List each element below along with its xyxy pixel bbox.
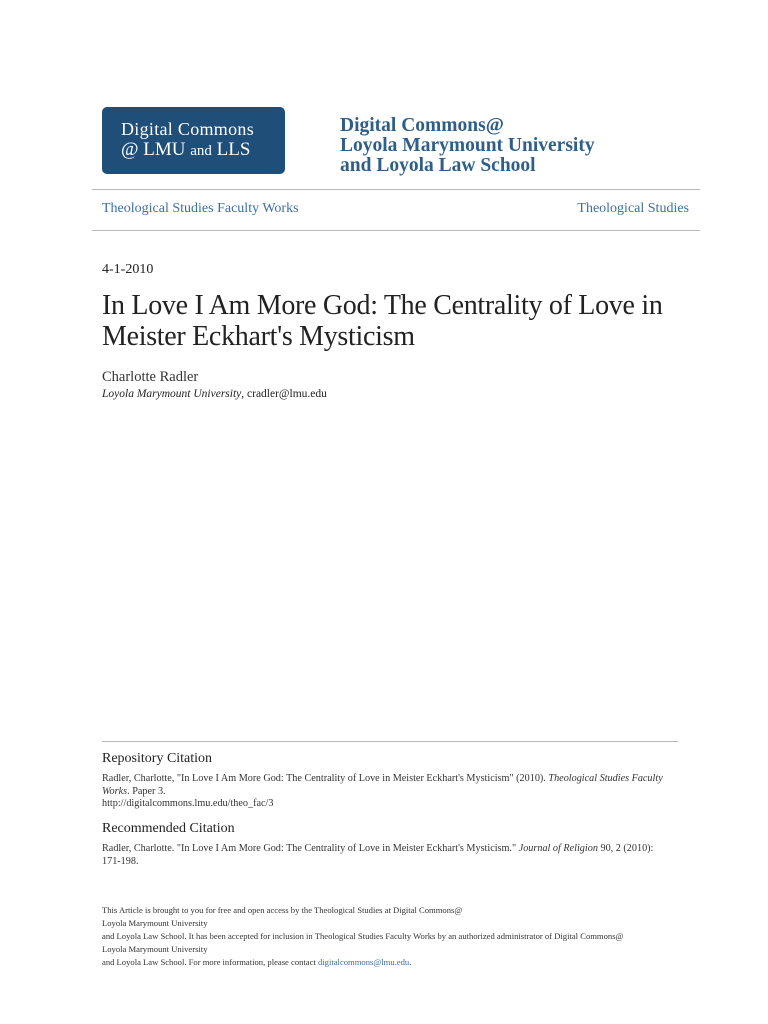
footer-line4: Loyola Marymount University	[102, 944, 208, 954]
author-affiliation	[102, 388, 327, 400]
article-title	[102, 290, 702, 352]
footer-line3: and Loyola Law School. It has been accepted for inclusion in Theological Studies Faculty Works by an authorized administrator of Digital Commons@	[102, 931, 624, 941]
access-statement	[102, 904, 702, 969]
repository-title-line1: Digital Commons@	[340, 115, 504, 136]
logo-text-line1: Digital Commons	[121, 119, 255, 139]
repository-citation-series1: Theological Studies Faculty	[548, 773, 663, 784]
repository-title-line3: and Loyola Law School	[340, 155, 536, 176]
department-link[interactable]: Theological Studies	[577, 201, 689, 216]
repository-citation-text	[102, 773, 672, 811]
logo-text-and: and	[190, 143, 212, 159]
collection-link[interactable]: Theological Studies Faculty Works	[102, 201, 299, 216]
recommended-citation-heading: Recommended Citation	[102, 821, 235, 836]
repository-citation-part2: . Paper 3.	[127, 785, 166, 797]
footer-line2: Loyola Marymount University	[102, 918, 208, 928]
footer-line5-text: and Loyola Law School. For more information, please contact	[102, 957, 318, 967]
repository-title[interactable]	[340, 116, 595, 176]
digital-commons-logo[interactable]	[102, 107, 285, 174]
footer-line5	[102, 956, 702, 969]
article-title-line1: In Love I Am More God: The Centrality of Love in	[102, 290, 663, 321]
recommended-citation-pages: 171-198.	[102, 855, 139, 867]
logo-text-line2	[121, 139, 285, 162]
logo-text-lls: LLS	[211, 139, 251, 160]
repository-citation-url[interactable]: http://digitalcommons.lmu.edu/theo_fac/3	[102, 798, 274, 809]
repository-citation-part1: Radler, Charlotte, "In Love I Am More God: The Centrality of Love in Meister Eckhart's Mysticism" (2010).	[102, 773, 549, 784]
author-email: , cradler@lmu.edu	[241, 388, 327, 400]
contact-email-link[interactable]: digitalcommons@lmu.edu	[317, 957, 410, 967]
recommended-citation-part1: Radler, Charlotte. "In Love I Am More God: The Centrality of Love in Meister Eckhart's Mysticism."	[102, 843, 519, 854]
article-title-line2: Meister Eckhart's Mysticism	[102, 321, 415, 352]
footer-line5-end: .	[409, 957, 412, 967]
repository-title-line2: Loyola Marymount University	[340, 135, 595, 156]
logo-text-lmu: @ LMU	[121, 139, 191, 160]
citation-divider	[102, 741, 678, 742]
author-name: Charlotte Radler	[102, 369, 199, 385]
recommended-citation-text	[102, 843, 672, 868]
affiliation-name: Loyola Marymount University	[102, 388, 242, 400]
publication-date: 4-1-2010	[102, 262, 154, 277]
repository-citation-series2: Works	[102, 785, 128, 797]
header-divider-top	[92, 189, 700, 190]
footer-line1: This Article is brought to you for free and open access by the Theological Studies at Digital Commons@	[102, 905, 463, 915]
header-divider-bottom	[92, 230, 700, 231]
recommended-citation-journal: Journal of Religion	[518, 843, 598, 854]
repository-citation-heading: Repository Citation	[102, 751, 213, 766]
recommended-citation-part2: 90, 2 (2010):	[597, 843, 654, 854]
